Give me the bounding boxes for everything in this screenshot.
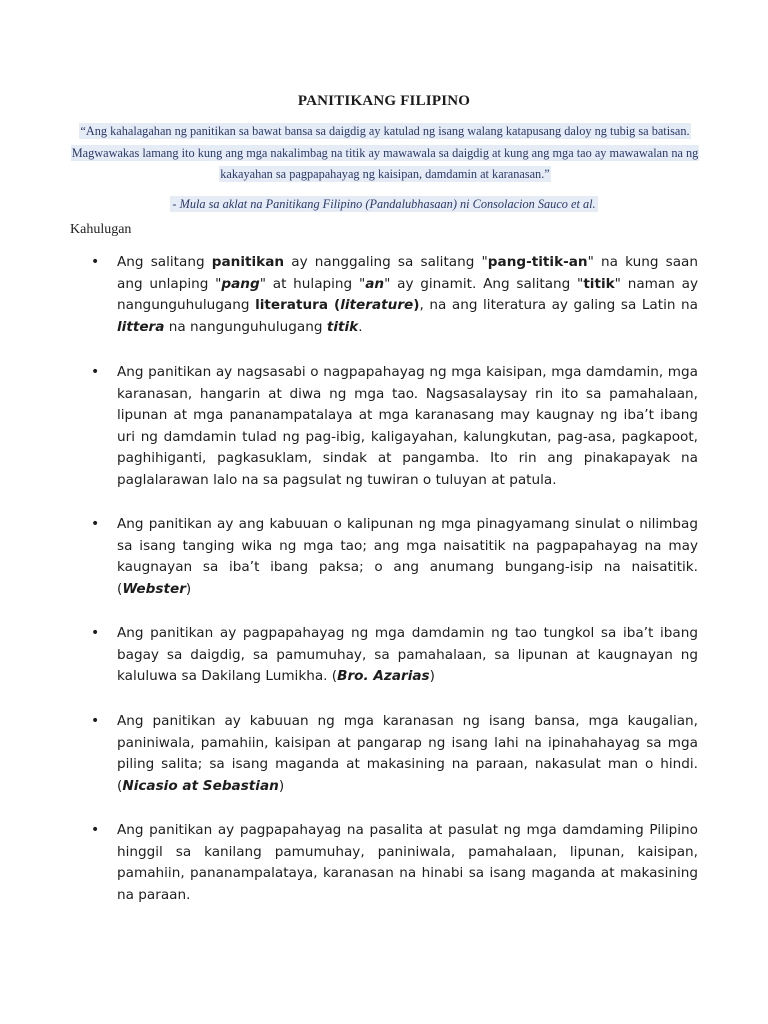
bullet-icon: • xyxy=(91,822,100,838)
text-run: Ang salitang xyxy=(117,254,212,270)
keyword: titik xyxy=(326,318,359,335)
bullet-icon: • xyxy=(91,254,100,270)
text-run: ) xyxy=(278,777,285,794)
text-run: ay nanggaling sa salitang " xyxy=(284,254,488,270)
definition-item xyxy=(70,711,698,820)
definition-item xyxy=(70,820,698,903)
definition-item xyxy=(70,362,698,514)
quote-text: “Ang kahalagahan ng panitikan sa bawat bansa sa daigdig ay katulad ng isang walang katapusang daloy ng tubig sa batisan. Magwawakas lamang ito kung ang mga nakalimbag na titik ay mawawala sa daigdig at kung ang mga tao ay mawawalan na ng kakayahan sa pagpapahayag ng kaisipan, damdamin at karanasan.” xyxy=(71,124,699,181)
keyword: pang-titik-an xyxy=(487,254,588,270)
text-run: " at hulaping " xyxy=(259,275,366,292)
section-label: Kahulugan xyxy=(70,222,132,237)
citation: Webster xyxy=(122,580,186,597)
keyword: ) xyxy=(413,297,420,313)
keyword: an xyxy=(365,275,385,292)
definition-text: Ang panitikan ay ang kabuuan o kalipunan ng mga pinagyamang sinulat o nilimbag sa isang tanging wika ng mga tao; ang mga naisatitik na pagpapahayag na may kaugnayan sa iba’t ibang paksa; o ang anumang bungang-isip na naisatitik. ( xyxy=(117,516,698,597)
bullet-icon: • xyxy=(91,364,100,380)
bullet-icon: • xyxy=(91,625,100,641)
text-run: ) xyxy=(429,668,435,684)
keyword: titik xyxy=(583,275,615,292)
definition-text: Ang panitikan ay pagpapahayag na pasalita at pasulat ng mga damdaming Pilipino hinggil sa kanilang pamumuhay, paniniwala, pamahalaan, lipunan, kaisipan, pamahiin, pananampalataya, karanasan na hinabi sa isang maganda at makasining na paraan. xyxy=(117,822,698,903)
definition-text: Ang panitikan ay kabuuan ng mga karanasan ng isang bansa, mga kaugalian, paniniwala, pamahiin, kaisipan at pangarap ng isang lahi na ipinahahayag sa mga piling salita; sa isang maganda at makasining na paraan, nakasulat man o hindi. ( xyxy=(117,713,698,794)
definition-text: Ang panitikan ay nagsasabi o nagpapahayag ng mga kaisipan, mga damdamin, mga karanasan, hangarin at diwa ng mga tao. Nagsasalaysay rin ito sa pamahalaan, lipunan at mga pananampatalaya at mga karanasang may kaugnay ng iba’t ibang uri ng damdamin tulad ng pag-ibig, kaligayahan, kalungkutan, pag-asa, pagkapoot, paghihiganti, pagkasuklam, sindak at pangamba. Ito rin ang pinakapayak na paglalarawan lalo na sa pagsulat ng tuwiran o tuluyan at patula. xyxy=(117,364,698,488)
keyword: littera xyxy=(117,318,165,335)
bullet-icon: • xyxy=(91,713,100,729)
citation: Bro. Azarias xyxy=(337,668,430,684)
definition-list xyxy=(70,252,698,903)
bullet-icon: • xyxy=(91,516,100,532)
keyword: panitikan xyxy=(211,254,285,270)
text-run: " naman ay nangunguhulugang xyxy=(117,275,698,313)
keyword: pang xyxy=(221,275,260,292)
keyword: literatura ( xyxy=(255,297,341,313)
document-title: PANITIKANG FILIPINO xyxy=(297,93,471,109)
definition-item xyxy=(70,514,698,623)
quote-attribution xyxy=(0,195,768,213)
definition-text: Ang panitikan ay pagpapahayag ng mga damdamin ng tao tungkol sa iba’t ibang bagay sa daigdig, sa pamumuhay, sa pamahalaan, sa lipunan at kaugnayan ng kaluluwa sa Dakilang Lumikha. ( xyxy=(117,625,698,684)
definition-item xyxy=(70,623,698,711)
text-run: . xyxy=(358,318,363,335)
keyword: literature xyxy=(340,297,414,313)
epigraph-quote xyxy=(70,121,700,186)
text-run: ) xyxy=(185,580,192,597)
text-run: " ay ginamit. Ang salitang " xyxy=(384,275,584,292)
text-run: na nangunguhulugang xyxy=(164,318,327,335)
text-run: , na ang literatura ay galing sa Latin na xyxy=(419,297,698,313)
quote-source: - Mula sa aklat na Panitikang Filipino (Pandalubhasaan) ni Consolacion Sauco et al. xyxy=(172,197,596,211)
text-run: " na kung saan ang unlaping " xyxy=(117,254,698,292)
definition-item xyxy=(70,252,698,362)
citation: Nicasio at Sebastian xyxy=(122,777,279,794)
